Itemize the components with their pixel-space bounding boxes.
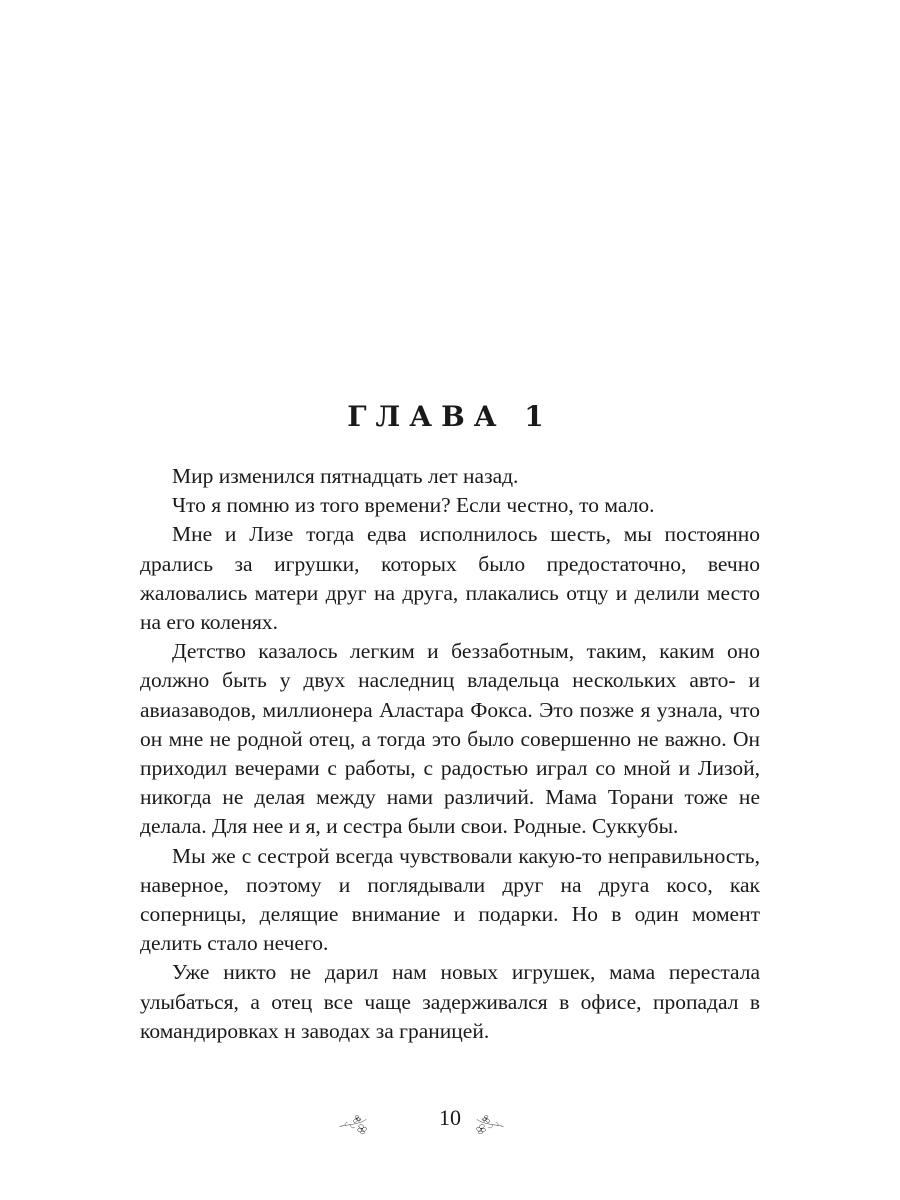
- floral-branch-right-icon: [476, 1095, 556, 1155]
- paragraph-2: Что я помню из того времени? Если честно, то мало.: [172, 493, 655, 518]
- paragraph-5: Мы же с сестрой всегда чувствовали какую-то неправильность, наверное, поэтому и поглядывали друг на друга косо, как соперницы, делящие внимание и подарки. Но в один момент делить стало нечего.: [140, 843, 760, 956]
- page-footer: [0, 1095, 900, 1155]
- chapter-title: ГЛАВА 1: [347, 400, 553, 433]
- paragraph-4: Детство казалось легким и беззаботным, таким, каким оно должно быть у двух наследниц владельца нескольких авто- и авиазаводов, миллионера Аластара Фокса. Это позже я узнала, что он мне не родной отец, а тогда это было совершенно не важно. Он приходил вечерами с работы, с радостью играл со мной и Лизой, никогда не делая между нами различий. Мама Торани тоже не делала. Для нее и я, и сестра были свои. Родные. Суккубы.: [140, 639, 760, 839]
- floral-branch-left-icon: [338, 1095, 418, 1155]
- paragraph-1: Мир изменился пятнадцать лет назад.: [172, 464, 519, 488]
- paragraph-6: Уже никто не дарил нам новых игрушек, мама перестала улыбаться, а отец все чаще задерживался в офисе, пропадал в командировках н заводах за границей.: [140, 960, 760, 1043]
- paragraph-3: Мне и Лизе тогда едва исполнилось шесть, мы постоянно дрались за игрушки, которых было предостаточно, вечно жаловались матери друг на друга, плакались отцу и делили место на его коленях.: [140, 522, 760, 635]
- page-number: 10: [439, 1105, 461, 1130]
- chapter-body: [140, 462, 760, 1046]
